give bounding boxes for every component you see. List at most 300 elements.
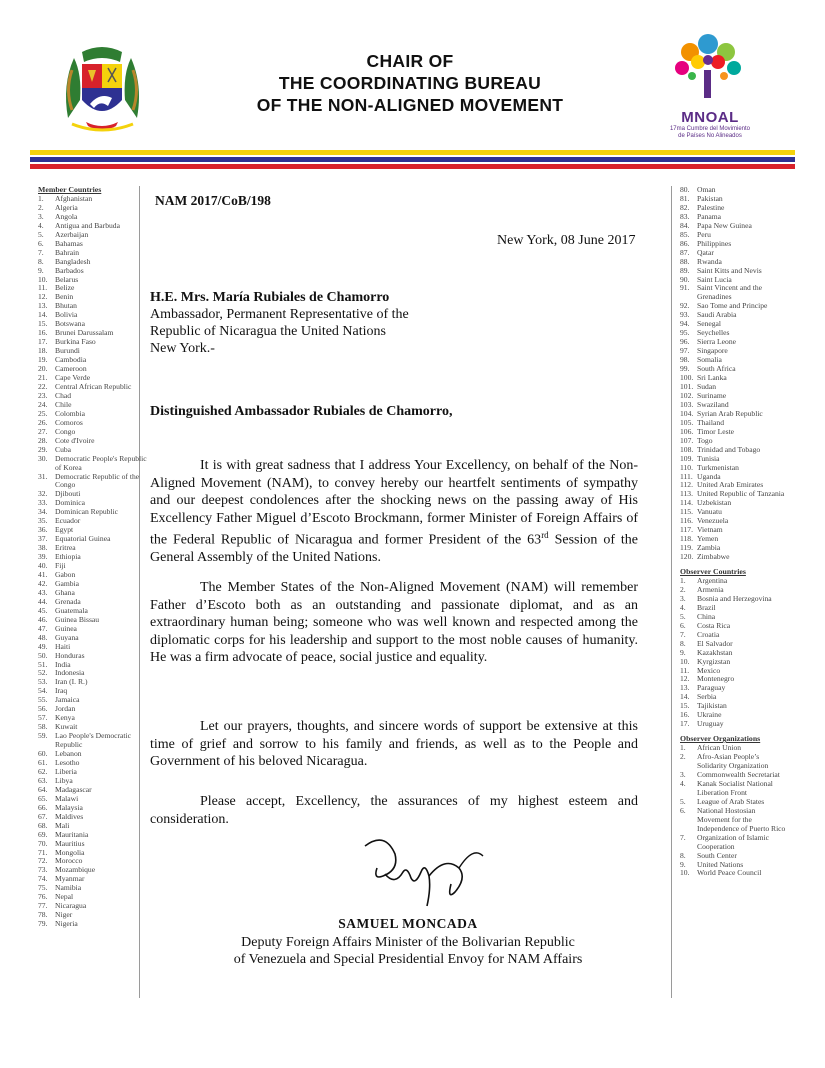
member-countries-heading: Member Countries bbox=[38, 185, 102, 194]
member-country-item-number: 113. bbox=[680, 489, 694, 499]
member-country-item-name: Dominican Republic bbox=[55, 507, 119, 517]
member-country-item-number: 13. bbox=[38, 301, 48, 311]
member-country-item-number: 111. bbox=[680, 471, 693, 481]
member-country-item-number: 65. bbox=[38, 793, 48, 803]
member-country-item-name: Indonesia bbox=[55, 668, 85, 678]
member-country-item-number: 118. bbox=[680, 534, 694, 544]
observer-organization-item-number: 3. bbox=[680, 770, 686, 779]
member-country-item-name: Nigeria bbox=[55, 919, 78, 929]
member-country-item-name: Eritrea bbox=[55, 543, 76, 553]
member-country-item-name: Fiji bbox=[55, 561, 66, 571]
member-country-item-number: 116. bbox=[680, 516, 694, 526]
member-country-item-number: 100. bbox=[680, 373, 694, 383]
member-country-item-number: 64. bbox=[38, 784, 48, 794]
member-country-item-name: Gabon bbox=[55, 569, 76, 579]
observer-country-item-name: Costa Rica bbox=[697, 620, 731, 630]
recipient-line-4: New York.- bbox=[150, 341, 215, 356]
member-country-item-number: 70. bbox=[38, 838, 48, 848]
member-country-item-number: 42. bbox=[38, 578, 48, 588]
signatory-role-line-1: Deputy Foreign Affairs Minister of the Bolivarian Republic bbox=[241, 935, 575, 950]
member-country-item-name: Philippines bbox=[697, 238, 732, 248]
member-country-item-name: Papa New Guinea bbox=[697, 220, 752, 230]
member-country-item-name: Barbados bbox=[55, 265, 84, 275]
member-country-item-name: Sri Lanka bbox=[697, 373, 727, 383]
observer-country-item-number: 14. bbox=[680, 692, 690, 702]
member-country-item bbox=[680, 553, 790, 562]
mnoal-summit-logo bbox=[660, 30, 760, 145]
member-country-item-number: 56. bbox=[38, 704, 48, 714]
member-country-item-name: Yemen bbox=[697, 534, 719, 544]
observer-organization-item bbox=[680, 807, 790, 834]
member-country-item-number: 36. bbox=[38, 525, 48, 535]
observer-country-item-name: Argentina bbox=[697, 575, 728, 585]
observer-countries-heading: Observer Countries bbox=[680, 567, 746, 577]
member-country-item-number: 43. bbox=[38, 587, 48, 597]
member-country-item-number: 28. bbox=[38, 435, 48, 445]
member-country-item-name: Oman bbox=[697, 185, 716, 194]
member-country-item-number: 47. bbox=[38, 623, 48, 633]
observer-country-item-number: 12. bbox=[680, 674, 690, 684]
member-country-item-name: Sao Tome and Principe bbox=[697, 301, 768, 311]
member-country-item-name: Mauritania bbox=[55, 829, 89, 839]
observer-country-item-name: El Salvador bbox=[697, 638, 733, 648]
member-country-item-number: 115. bbox=[680, 507, 694, 517]
observer-country-item-name: Bosnia and Herzegovina bbox=[697, 593, 772, 603]
observer-country-item-number: 8. bbox=[680, 638, 686, 648]
member-country-item-number: 74. bbox=[38, 874, 48, 884]
member-country-item-number: 39. bbox=[38, 552, 48, 562]
member-country-item-name: Malaysia bbox=[55, 802, 83, 812]
member-country-item-number: 25. bbox=[38, 408, 48, 418]
observer-country-item-number: 6. bbox=[680, 620, 686, 630]
member-country-item-number: 20. bbox=[38, 364, 48, 374]
member-country-item-name: Ethiopia bbox=[55, 552, 81, 562]
member-country-item-name: Egypt bbox=[55, 525, 74, 535]
member-country-item-number: 61. bbox=[38, 758, 48, 767]
member-country-item-number: 72. bbox=[38, 856, 48, 866]
member-country-item-name: United Republic of Tanzania bbox=[697, 489, 785, 499]
member-country-item-name: Namibia bbox=[55, 883, 82, 893]
member-country-item-name: Haiti bbox=[55, 641, 71, 651]
observer-country-item-number: 13. bbox=[680, 683, 690, 693]
member-country-item-name: Guyana bbox=[55, 632, 79, 642]
member-country-item-name: Central African Republic bbox=[55, 381, 132, 391]
member-country-item-name: Congo bbox=[55, 426, 76, 436]
member-country-item-name: Mongolia bbox=[55, 847, 85, 857]
member-country-item-name: Equatorial Guinea bbox=[55, 534, 111, 544]
observer-country-item-number: 11. bbox=[680, 665, 690, 675]
member-country-item-number: 75. bbox=[38, 883, 48, 893]
observer-organization-item-number: 1. bbox=[680, 743, 686, 753]
observer-organization-item bbox=[680, 869, 790, 878]
paragraph-3: Let our prayers, thoughts, and sincere words of support be extensive at this time of grief and sorrow to his family and friends, as well as to the People and Government of his beloved Nicaragua. bbox=[150, 719, 638, 769]
observer-country-item-name: Croatia bbox=[697, 629, 720, 639]
member-country-item-number: 50. bbox=[38, 650, 48, 660]
header-title-line-1: CHAIR OF bbox=[366, 51, 454, 71]
member-country-item-number: 99. bbox=[680, 364, 690, 374]
observer-country-item-name: Uruguay bbox=[697, 719, 724, 729]
member-country-item-number: 48. bbox=[38, 632, 48, 642]
observer-organization-item bbox=[680, 753, 790, 771]
observer-country-item-number: 3. bbox=[680, 593, 686, 603]
observer-country-item-number: 16. bbox=[680, 710, 690, 720]
member-country-item-name: South Africa bbox=[697, 364, 736, 374]
member-country-item-number: 89. bbox=[680, 265, 690, 275]
member-country-item-name: Mauritius bbox=[55, 838, 85, 848]
observer-country-item-name: China bbox=[697, 611, 716, 621]
mnoal-caption-line-1: 17ma Cumbre del Movimiento bbox=[669, 126, 751, 132]
observer-organization-item-number: 6. bbox=[680, 805, 686, 815]
member-country-item-number: 98. bbox=[680, 355, 690, 365]
member-country-item-number: 52. bbox=[38, 668, 48, 678]
member-country-item-number: 112. bbox=[680, 480, 694, 490]
member-country-item-number: 31. bbox=[38, 471, 48, 481]
member-country-item-name: Cape Verde bbox=[55, 373, 91, 383]
member-country-item-number: 49. bbox=[38, 641, 48, 651]
member-country-item-number: 30. bbox=[38, 453, 48, 463]
member-country-item-number: 54. bbox=[38, 686, 48, 696]
member-country-item-name: Myanmar bbox=[55, 874, 85, 884]
member-country-item-number: 117. bbox=[680, 525, 694, 535]
observer-organization-item-number: 7. bbox=[680, 832, 686, 842]
member-country-item-number: 46. bbox=[38, 614, 48, 624]
member-country-item-name: Botswana bbox=[55, 319, 85, 329]
member-country-item-number: 86. bbox=[680, 238, 690, 248]
member-country-item-name: Panama bbox=[697, 211, 722, 221]
member-country-item-name: Liberia bbox=[55, 766, 77, 776]
member-country-item-number: 16. bbox=[38, 328, 48, 338]
observer-country-item bbox=[680, 720, 790, 729]
member-country-item-name: Lao People's Democratic Republic bbox=[55, 731, 132, 750]
letter-date: New York, 08 June 2017 bbox=[497, 233, 636, 248]
observer-organization-item-name: National Hostosian Movement for the Independence of Puerto Rico bbox=[697, 805, 786, 833]
recipient-line-2: Ambassador, Permanent Representative of the bbox=[150, 307, 409, 322]
member-country-item-name: Brunei Darussalam bbox=[55, 328, 114, 338]
observer-country-item-number: 1. bbox=[680, 575, 686, 585]
member-country-item-name: Iran (I. R.) bbox=[55, 677, 88, 687]
member-country-item-name: Sudan bbox=[697, 381, 716, 391]
member-country-item-name: Malawi bbox=[55, 793, 79, 803]
member-country-item-number: 106. bbox=[680, 426, 694, 436]
member-country-item-number: 93. bbox=[680, 310, 690, 320]
member-country-item-name: India bbox=[55, 659, 71, 669]
member-country-item-number: 102. bbox=[680, 390, 694, 400]
member-country-item-number: 26. bbox=[38, 417, 48, 427]
member-country-item-number: 58. bbox=[38, 722, 48, 732]
member-country-item-name: Algeria bbox=[55, 202, 78, 212]
member-country-item-number: 83. bbox=[680, 211, 690, 221]
member-country-item-number: 81. bbox=[680, 193, 690, 203]
observer-country-item-name: Kazakhstan bbox=[697, 647, 733, 657]
member-country-item bbox=[680, 284, 790, 302]
venezuela-coat-of-arms-logo bbox=[60, 40, 145, 135]
member-country-item-name: Guinea bbox=[55, 623, 77, 633]
right-column-divider bbox=[671, 186, 672, 998]
member-country-item-name: Suriname bbox=[697, 390, 727, 400]
observer-country-item-name: Armenia bbox=[697, 584, 724, 594]
paragraph-1-text-a: It is with great sadness that I address Your Excellency, on behalf of the Non-Aligned Movement (NAM), to convey hereby our heartfelt sentiments of sympathy and our deepest condolences after the shocking news on the passing away of His Excellency Father Miguel d’Escoto Brockmann, former Minister of Foreign Affairs of the Federal Republic of Nicaragua and former President of the 63 bbox=[150, 458, 638, 548]
observer-country-item-name: Serbia bbox=[697, 692, 717, 702]
observer-organization-item-number: 2. bbox=[680, 752, 686, 762]
member-country-item-number: 104. bbox=[680, 408, 694, 418]
member-country-item-name: Democratic People's Republic of Korea bbox=[55, 453, 147, 472]
member-country-item-number: 35. bbox=[38, 516, 48, 526]
member-country-item-number: 45. bbox=[38, 605, 48, 615]
member-countries-column-right bbox=[680, 186, 790, 878]
member-country-item-number: 2. bbox=[38, 202, 44, 212]
member-country-item-name: Niger bbox=[55, 910, 73, 920]
member-country-item-name: Bangladesh bbox=[55, 256, 91, 266]
member-country-item-number: 5. bbox=[38, 229, 44, 239]
member-country-item-name: Zimbabwe bbox=[697, 552, 730, 562]
member-country-item-number: 91. bbox=[680, 283, 690, 293]
member-country-item-number: 63. bbox=[38, 775, 48, 785]
member-country-item-name: Iraq bbox=[55, 686, 68, 696]
member-country-item-name: Bolivia bbox=[55, 310, 78, 320]
member-country-item-number: 120. bbox=[680, 552, 694, 562]
member-country-item-name: Cuba bbox=[55, 444, 72, 454]
member-country-item-number: 40. bbox=[38, 561, 48, 571]
observer-country-item-number: 10. bbox=[680, 656, 690, 666]
member-country-item-number: 92. bbox=[680, 301, 690, 311]
member-country-item-name: Azerbaijan bbox=[55, 229, 89, 239]
member-countries-list-right bbox=[680, 186, 790, 562]
member-country-item-number: 94. bbox=[680, 319, 690, 329]
member-country-item-number: 80. bbox=[680, 185, 690, 194]
member-country-item-name: Democratic Republic of the Congo bbox=[55, 471, 140, 490]
member-country-item-name: Gambia bbox=[55, 578, 80, 588]
observer-organization-item-number: 8. bbox=[680, 850, 686, 860]
member-country-item-number: 12. bbox=[38, 292, 48, 302]
member-country-item-number: 108. bbox=[680, 444, 694, 454]
member-country-item-name: Swaziland bbox=[697, 399, 729, 409]
member-country-item-name: Saint Kitts and Nevis bbox=[697, 265, 762, 275]
observer-organization-item-number: 10. bbox=[680, 868, 690, 878]
observer-country-item-name: Ukraine bbox=[697, 710, 722, 720]
member-country-item-number: 1. bbox=[38, 193, 44, 203]
member-country-item-number: 57. bbox=[38, 713, 48, 723]
member-country-item-number: 51. bbox=[38, 659, 48, 669]
member-country-item-name: Bhutan bbox=[55, 301, 77, 311]
member-country-item-number: 21. bbox=[38, 373, 48, 383]
member-country-item-number: 24. bbox=[38, 399, 48, 409]
signatory-name: SAMUEL MONCADA bbox=[338, 916, 478, 931]
member-country-item-name: Burkina Faso bbox=[55, 337, 96, 347]
observer-organization-item-number: 5. bbox=[680, 796, 686, 806]
paragraph-1-text-b: Session of the General Assembly of the United Nations. bbox=[150, 532, 638, 566]
observer-country-item-name: Montenegro bbox=[697, 674, 735, 684]
member-country-item-name: Guinea Bissau bbox=[55, 614, 100, 624]
observer-organization-item-number: 9. bbox=[680, 859, 686, 869]
member-country-item-number: 11. bbox=[38, 283, 48, 293]
letter-reference: NAM 2017/CoB/198 bbox=[155, 193, 271, 208]
member-country-item-number: 8. bbox=[38, 256, 44, 266]
member-country-item-name: Cote d'Ivoire bbox=[55, 435, 95, 445]
member-country-item-number: 110. bbox=[680, 462, 694, 472]
member-country-item-number: 14. bbox=[38, 310, 48, 320]
member-country-item-name: Honduras bbox=[55, 650, 85, 660]
member-country-item-number: 96. bbox=[680, 337, 690, 347]
member-country-item-number: 68. bbox=[38, 820, 48, 830]
observer-country-item-number: 9. bbox=[680, 647, 686, 657]
recipient-line-3: Republic of Nicaragua the United Nations bbox=[150, 324, 386, 339]
member-country-item-name: Jordan bbox=[55, 704, 76, 714]
member-country-item-number: 6. bbox=[38, 238, 44, 248]
member-country-item-name: Libya bbox=[55, 775, 73, 785]
member-country-item-name: Vietnam bbox=[697, 525, 723, 535]
member-country-item-number: 4. bbox=[38, 220, 44, 230]
member-country-item-name: Vanuatu bbox=[697, 507, 722, 517]
member-country-item-number: 71. bbox=[38, 847, 48, 857]
member-country-item-name: Saudi Arabia bbox=[697, 310, 737, 320]
member-country-item-number: 78. bbox=[38, 910, 48, 920]
observer-organizations-heading: Observer Organizations bbox=[680, 734, 761, 744]
member-country-item-name: Benin bbox=[55, 292, 74, 302]
observer-country-item-number: 15. bbox=[680, 701, 690, 711]
member-country-item-number: 18. bbox=[38, 346, 48, 356]
observer-organization-item bbox=[680, 780, 790, 798]
member-country-item-number: 17. bbox=[38, 337, 48, 347]
member-country-item-number: 19. bbox=[38, 355, 48, 365]
member-country-item-number: 27. bbox=[38, 426, 48, 436]
member-country-item-number: 76. bbox=[38, 892, 48, 902]
member-country-item-name: Cameroon bbox=[55, 364, 87, 374]
member-country-item-name: Pakistan bbox=[697, 193, 723, 203]
member-country-item-number: 119. bbox=[680, 543, 694, 553]
member-country-item-name: Tunisia bbox=[697, 453, 720, 463]
member-country-item-number: 3. bbox=[38, 211, 44, 221]
tree-icon bbox=[660, 30, 760, 110]
member-country-item-name: Chad bbox=[55, 390, 72, 400]
member-country-item-number: 32. bbox=[38, 489, 48, 499]
header-stripe-red bbox=[30, 164, 795, 169]
member-country-item-number: 103. bbox=[680, 399, 694, 409]
member-country-item-name: Peru bbox=[697, 229, 711, 239]
member-countries-list-left bbox=[38, 195, 148, 929]
observer-organization-item-name: Organization of Islamic Cooperation bbox=[697, 832, 769, 851]
member-country-item-name: Chile bbox=[55, 399, 72, 409]
member-country-item bbox=[38, 455, 148, 473]
member-country-item-name: Burundi bbox=[55, 346, 80, 356]
member-country-item-name: Comoros bbox=[55, 417, 83, 427]
header-title-line-3: OF THE NON-ALIGNED MOVEMENT bbox=[256, 95, 564, 115]
observer-country-item-number: 17. bbox=[680, 719, 690, 729]
member-country-item-number: 85. bbox=[680, 229, 690, 239]
observer-country-item-name: Brazil bbox=[697, 602, 716, 612]
member-country-item-number: 69. bbox=[38, 829, 48, 839]
member-country-item-name: Syrian Arab Republic bbox=[697, 408, 763, 418]
salutation: Distinguished Ambassador Rubiales de Chamorro, bbox=[150, 404, 453, 419]
member-country-item-name: Grenada bbox=[55, 596, 81, 606]
member-country-item-number: 82. bbox=[680, 202, 690, 212]
member-country-item-number: 34. bbox=[38, 507, 48, 517]
member-country-item-number: 7. bbox=[38, 247, 44, 257]
observer-organization-item-name: Afro-Asian People’s Solidarity Organization bbox=[697, 752, 769, 771]
member-country-item-name: Saint Vincent and the Grenadines bbox=[697, 283, 762, 302]
observer-organization-item bbox=[680, 834, 790, 852]
member-country-item-name: Palestine bbox=[697, 202, 725, 212]
member-country-item-number: 97. bbox=[680, 346, 690, 356]
member-country-item-number: 59. bbox=[38, 731, 48, 741]
member-country-item-name: Nepal bbox=[55, 892, 74, 902]
member-country-item-name: Zambia bbox=[697, 543, 721, 553]
header-stripe-blue bbox=[30, 157, 795, 162]
member-country-item-name: Somalia bbox=[697, 355, 722, 365]
member-country-item-name: Uzbekistan bbox=[697, 498, 732, 508]
member-country-item-number: 37. bbox=[38, 534, 48, 544]
member-country-item-name: Madagascar bbox=[55, 784, 92, 794]
member-country-item bbox=[38, 473, 148, 491]
observer-country-item-name: Paraguay bbox=[697, 683, 726, 693]
member-country-item-number: 10. bbox=[38, 274, 48, 284]
member-country-item-number: 33. bbox=[38, 498, 48, 508]
recipient-block bbox=[150, 289, 409, 357]
member-country-item-number: 107. bbox=[680, 435, 694, 445]
signatory-role-line-2: of Venezuela and Special Presidential Envoy for NAM Affairs bbox=[233, 952, 583, 967]
observer-country-item-name: Kyrgizstan bbox=[697, 656, 731, 666]
member-country-item-name: Djibouti bbox=[55, 489, 81, 499]
member-country-item-number: 73. bbox=[38, 865, 48, 875]
member-country-item-name: Bahrain bbox=[55, 247, 80, 257]
member-country-item-name: Uganda bbox=[697, 471, 721, 481]
observer-organization-item-name: African Union bbox=[697, 743, 742, 753]
member-country-item-number: 60. bbox=[38, 749, 48, 759]
observer-organization-item-name: Commonwealth Secretariat bbox=[697, 770, 780, 779]
member-country-item-name: Trinidad and Tobago bbox=[697, 444, 761, 454]
signatory-role bbox=[150, 934, 666, 968]
observer-country-item-number: 4. bbox=[680, 602, 686, 612]
member-country-item-name: Antigua and Barbuda bbox=[55, 220, 120, 230]
observer-organization-item-number: 4. bbox=[680, 778, 686, 788]
member-country-item-name: Timor Leste bbox=[697, 426, 735, 436]
member-country-item-number: 23. bbox=[38, 390, 48, 400]
member-country-item-name: Nicaragua bbox=[55, 901, 87, 911]
observer-organizations-list bbox=[680, 744, 790, 878]
member-country-item-number: 95. bbox=[680, 328, 690, 338]
member-country-item-name: Belarus bbox=[55, 274, 79, 284]
member-country-item-name: Lebanon bbox=[55, 749, 82, 759]
observer-country-item-name: Tajikistan bbox=[697, 701, 727, 711]
member-country-item-number: 114. bbox=[680, 498, 694, 508]
member-country-item-name: Kuwait bbox=[55, 722, 78, 732]
member-country-item-name: United Arab Emirates bbox=[697, 480, 764, 490]
member-country-item-name: Turkmenistan bbox=[697, 462, 739, 472]
member-country-item-name: Sierra Leone bbox=[697, 337, 737, 347]
member-country-item-number: 66. bbox=[38, 802, 48, 812]
member-country-item bbox=[38, 920, 148, 929]
member-country-item-number: 109. bbox=[680, 453, 694, 463]
member-country-item-name: Jamaica bbox=[55, 695, 80, 705]
paragraph-2: The Member States of the Non-Aligned Movement (NAM) will remember Father d’Escoto both as an outstanding and passionate diplomat, and as an extraordinary human being; someone who was well known and respected among the diplomatic corps for his leadership and support to the most noble causes of humanity. He was a firm advocate of peace, social justice and equality. bbox=[150, 580, 638, 665]
mnoal-caption-line-2: de Países No Alineados bbox=[678, 133, 742, 139]
observer-country-item-number: 2. bbox=[680, 584, 686, 594]
member-country-item-number: 77. bbox=[38, 901, 48, 911]
member-country-item-number: 9. bbox=[38, 265, 44, 275]
member-country-item-number: 38. bbox=[38, 543, 48, 553]
paragraph-4: Please accept, Excellency, the assurances of my highest esteem and consideration. bbox=[150, 794, 638, 827]
member-country-item-name: Colombia bbox=[55, 408, 85, 418]
member-country-item-name: Mozambique bbox=[55, 865, 96, 875]
member-country-item-name: Seychelles bbox=[697, 328, 730, 338]
paragraph-1 bbox=[150, 457, 638, 567]
member-countries-column-left bbox=[38, 186, 148, 929]
member-country-item-number: 105. bbox=[680, 417, 694, 427]
member-country-item-number: 55. bbox=[38, 695, 48, 705]
header-title-line-2: THE COORDINATING BUREAU bbox=[278, 73, 542, 93]
mnoal-brand-text: MNOAL bbox=[681, 109, 739, 126]
observer-organization-item-name: United Nations bbox=[697, 859, 744, 869]
member-country-item-number: 101. bbox=[680, 381, 694, 391]
